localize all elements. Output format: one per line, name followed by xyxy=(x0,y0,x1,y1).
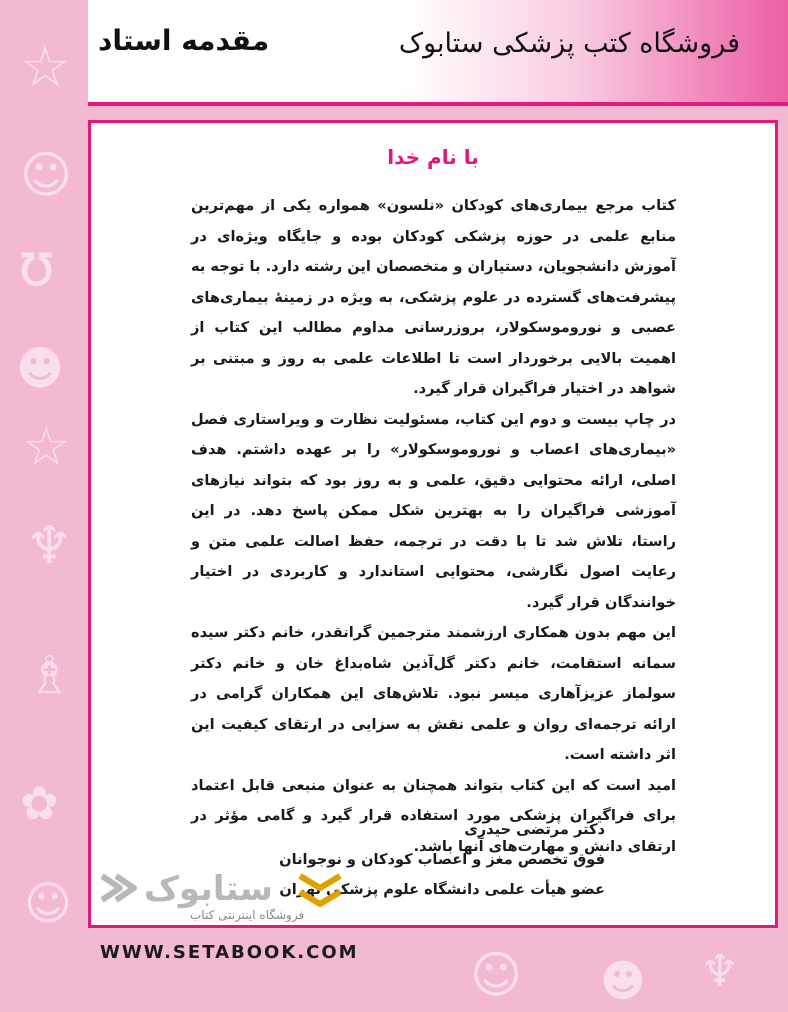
star-icon: ☆ xyxy=(20,35,71,100)
author-name: دکتر مرتضی حیدری xyxy=(464,821,605,838)
sock-icon: ♆ xyxy=(26,516,73,576)
store-title: فروشگاه کتب پزشکی ستابوک xyxy=(398,28,740,59)
content-frame xyxy=(88,120,778,928)
paragraph: در چاپ بیست و دوم این کتاب، مسئولیت نظارت و ویراستاری فصل «بیماری‌های اعصاب و نوروموسکولار» را بر عهده داشتم. هدف اصلی، ارائه محتوایی دقیق، علمی و به روز بود که بتواند نیازهای آموزشی فراگیران را به بهترین شکل ممکن پاسخ دهد. در این راستا، تلاش شد تا با دقت در ترجمه، حفظ اصالت علمی متن و رعایت اصول نگارشی، محتوایی استاندارد و کاربردی در اختیار خوانندگان قرار گیرد. xyxy=(191,410,676,611)
star-icon: ☆ xyxy=(22,415,71,478)
setabook-logo xyxy=(94,862,344,932)
paragraph: امید است که این کتاب بتواند همچنان به عنوان منبعی قابل اعتماد برای فراگیران پزشکی مورد استفاده قرار گیرد و گامی مؤثر در ارتقای دانش و مهارت‌های آنها باشد. xyxy=(191,776,676,855)
stethoscope-icon: ʊ xyxy=(18,230,56,300)
author-affiliation: عضو هیأت علمی دانشگاه علوم پزشکی تهران xyxy=(279,881,605,898)
content-heading: با نام خدا xyxy=(387,145,479,169)
baby-face-icon: ☺ xyxy=(470,946,523,1004)
logo-subtitle: فروشگاه اینترنتی کتاب xyxy=(190,908,305,922)
sock-icon: ♆ xyxy=(700,946,740,997)
pacifier-icon: ✿ xyxy=(20,776,59,830)
paragraph: این مهم بدون همکاری ارزشمند مترجمین گرانقدر، خانم دکتر سیده سمانه استقامت، خانم دکتر گل‌آذین شاه‌بداغ خان و خانم دکتر سولماز عزیزآهاری میسر نبود. تلاش‌های این همکاران گرامی در ارائه ترجمه‌ای روان و علمی نقش به سزایی در ارتقای کیفیت این اثر داشته است. xyxy=(191,624,676,763)
baby-face-icon: ☺ xyxy=(20,146,73,204)
baby-face-icon: ☺ xyxy=(24,876,72,930)
preface-body xyxy=(191,191,676,862)
author-title: فوق تخصص مغز و اعصاب کودکان و نوجوانان xyxy=(279,851,605,868)
website-url[interactable]: WWW.SETABOOK.COM xyxy=(100,942,359,963)
paragraph: کتاب مرجع بیماری‌های کودکان «نلسون» همواره یکی از مهم‌ترین منابع علمی در حوزه پزشکی کودکان بوده و جایگاه ویژه‌ای در آموزش دانشجویان، دستیاران و متخصصان این رشته دارد. با توجه به پیشرفت‌های گسترده در علوم پزشکی، به ویژه در زمینهٔ بیماری‌های عصبی و نوروموسکولار، بروزرسانی مداوم مطالب این کتاب از اهمیت بالایی برخوردار است تا اطلاعات علمی به روز و مبتنی بر شواهد در اختیار فراگیران قرار گیرد. xyxy=(191,197,676,397)
bottle-icon: ♗ xyxy=(26,646,73,706)
section-title: مقدمه استاد xyxy=(98,24,270,57)
header-divider xyxy=(88,102,788,106)
baby-icon: ☻ xyxy=(600,956,646,1007)
logo-wordmark: ستابوک xyxy=(144,869,273,909)
baby-icon: ☻ xyxy=(16,341,64,395)
